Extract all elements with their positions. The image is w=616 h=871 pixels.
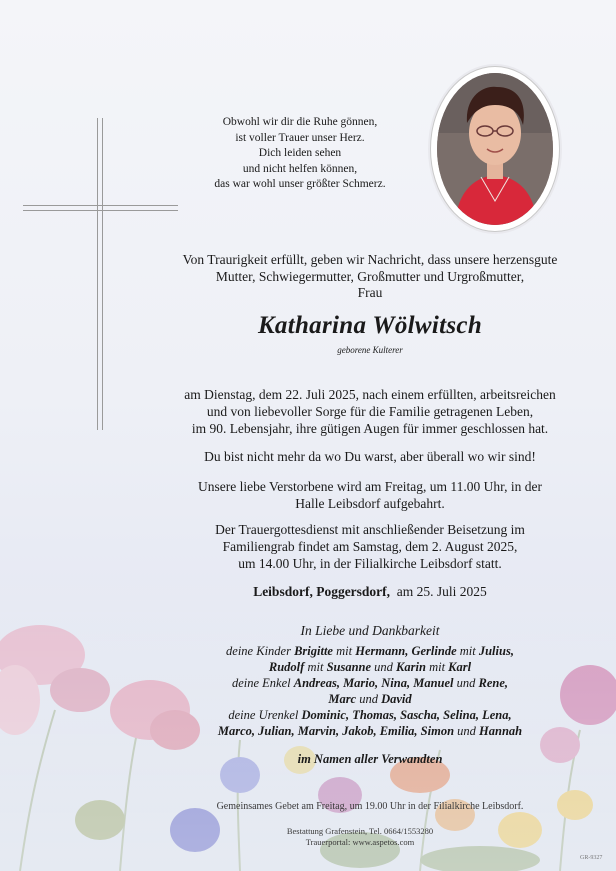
name: Andreas, Mario, Nina, Manuel: [293, 676, 454, 690]
family-children-line: [175, 643, 565, 659]
label: und: [454, 724, 480, 738]
cross-horizontal-beam: [23, 205, 178, 211]
viewing-paragraph: [175, 478, 565, 512]
name: Marc: [328, 692, 357, 706]
poem-line: das war wohl unser größter Schmerz.: [214, 178, 386, 190]
poem-line: ist voller Trauer unser Herz.: [235, 131, 365, 144]
paragraph-line: Der Trauergottesdienst mit anschließender Beisetzung im: [215, 522, 525, 537]
announcement-intro: [175, 252, 565, 302]
name: Karin: [396, 660, 426, 674]
quote-line: Du bist nicht mehr da wo Du warst, aber überall wo wir sind!: [204, 449, 536, 464]
label: und: [371, 660, 397, 674]
label: und: [356, 692, 382, 706]
name: Rudolf: [268, 660, 305, 674]
maiden-name: geborene Kulterer: [337, 345, 403, 355]
place-names: Leibsdorf, Poggersdorf,: [253, 584, 391, 599]
name: Susanne: [326, 660, 372, 674]
name: Brigitte: [294, 644, 333, 658]
in-love-heading: In Liebe und Dankbarkeit: [300, 623, 440, 638]
signature-line: im Namen aller Verwandten: [297, 752, 443, 766]
family-great-grandchildren-line: [175, 723, 565, 739]
family-grandchildren-line: [175, 691, 565, 707]
label: mit: [304, 660, 327, 674]
family-grandchildren-line: [175, 675, 565, 691]
label: und: [453, 676, 479, 690]
family-list: [175, 643, 565, 739]
label: deine Enkel: [231, 676, 294, 690]
name: Hermann, Gerlinde: [355, 644, 457, 658]
name: Marco, Julian, Marvin, Jakob, Emilia, Simon: [217, 724, 455, 738]
paragraph-line: Familiengrab findet am Samstag, dem 2. August 2025,: [222, 539, 518, 554]
poem-line: Obwohl wir dir die Ruhe gönnen,: [222, 116, 378, 128]
cross-vertical-beam: [97, 118, 103, 430]
label: mit: [332, 644, 356, 658]
undertaker-info: [260, 826, 460, 848]
name: Julius,: [478, 644, 514, 658]
deceased-name: Katharina Wölwitsch: [257, 312, 483, 339]
portrait-frame: [430, 66, 560, 232]
portrait-photo: [437, 73, 553, 225]
paragraph-line: und von liebevoller Sorge für die Familie getragenen Leben,: [206, 404, 534, 419]
intro-line: Frau: [357, 285, 383, 300]
notice-date: am 25. Juli 2025: [396, 584, 487, 599]
paragraph-line: im 90. Lebensjahr, ihre gütigen Augen für immer geschlossen hat.: [191, 421, 549, 436]
intro-line: Von Traurigkeit erfüllt, geben wir Nachricht, dass unsere herzensgute: [182, 252, 558, 267]
label: deine Kinder: [226, 644, 295, 658]
family-great-grandchildren-line: [175, 707, 565, 723]
name: David: [381, 692, 412, 706]
prayer-notice: Gemeinsames Gebet am Freitag, um 19.00 Uhr in der Filialkirche Leibsdorf.: [216, 801, 524, 812]
poem: [200, 115, 400, 193]
paragraph-line: am Dienstag, dem 22. Juli 2025, nach einem erfüllten, arbeitsreichen: [184, 387, 556, 402]
label: deine Urenkel: [228, 708, 302, 722]
document-code: GR-9327: [580, 855, 603, 861]
name: Karl: [448, 660, 472, 674]
place-date: [175, 584, 565, 600]
name: Hannah: [479, 724, 523, 738]
paragraph-line: Halle Leibsdorf aufgebahrt.: [295, 496, 445, 511]
undertaker-line: Bestattung Grafenstein, Tel. 0664/1553280: [286, 826, 434, 836]
label: mit: [425, 660, 449, 674]
poem-line: und nicht helfen können,: [242, 162, 358, 175]
death-notice-paragraph: [175, 386, 565, 437]
name: Dominic, Thomas, Sascha, Selina, Lena,: [301, 708, 512, 722]
portrait-illustration: [437, 73, 553, 225]
funeral-paragraph: [175, 521, 565, 572]
intro-line: Mutter, Schwiegermutter, Großmutter und Urgroßmutter,: [215, 268, 525, 284]
name: Rene,: [478, 676, 509, 690]
paragraph-line: Unsere liebe Verstorbene wird am Freitag, um 11.00 Uhr, in der: [198, 479, 542, 494]
paragraph-line: um 14.00 Uhr, in der Filialkirche Leibsdorf statt.: [238, 556, 502, 571]
label: mit: [456, 644, 479, 658]
undertaker-website: Trauerportal: www.aspetos.com: [305, 837, 415, 847]
poem-line: Dich leiden sehen: [258, 147, 342, 159]
family-children-line: [175, 659, 565, 675]
